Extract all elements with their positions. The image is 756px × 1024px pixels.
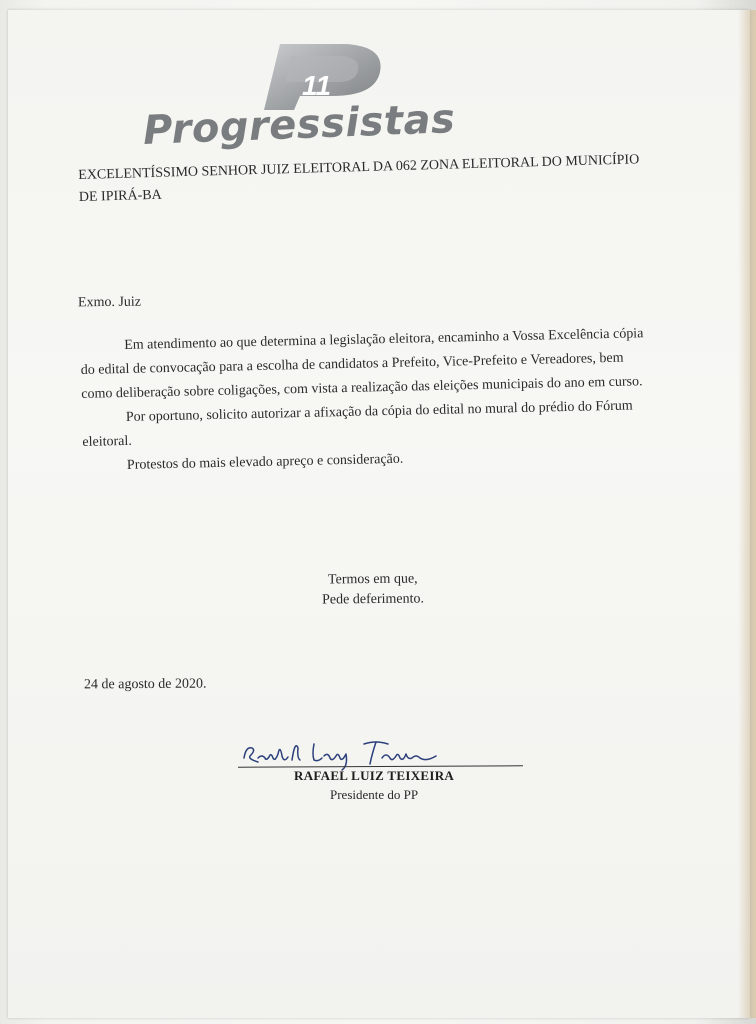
paragraph-3: Protestos do mais elevado apreço e consideração.: [126, 451, 404, 473]
paragraph-2-line-2: eleitoral.: [82, 433, 132, 450]
letter-body: [80, 320, 723, 478]
closing-line-1: Termos em que,: [327, 571, 418, 588]
closing-line-2: Pede deferimento.: [322, 591, 425, 608]
paragraph-2-line-1: Por oportuno, solicito autorizar a afixação da cópia do edital no mural do prédio do Fórum: [125, 398, 633, 425]
paragraph-1-line-1: Em atendimento ao que determina a legislação eleitora, encaminho a Vossa Excelência cópia: [124, 326, 644, 353]
closing: [322, 569, 424, 610]
signer-name: RAFAEL LUIZ TEIXEIRA: [294, 768, 455, 783]
party-logo: [140, 40, 510, 170]
greeting: Exmo. Juiz: [77, 294, 142, 311]
party-number: 11: [302, 70, 332, 101]
paragraph-1-line-2: do edital de convocação para a escolha de candidatos a Prefeito, Vice-Prefeito e Vereadores, bem: [80, 350, 624, 378]
addressee-line-2: DE IPIRÁ-BA: [78, 187, 162, 205]
signature-block: [238, 732, 528, 812]
party-name: Progressistas: [142, 96, 457, 154]
paragraph-1-line-3: como deliberação sobre coligações, com vista a realização das eleições municipais do ano em curso.: [81, 374, 643, 402]
document-date: 24 de agosto de 2020.: [83, 676, 207, 693]
addressee-line-1: EXCELENTÍSSIMO SENHOR JUIZ ELEITORAL DA 062 ZONA ELEITORAL DO MUNICÍPIO: [78, 152, 640, 183]
page-edge-shadow: [738, 10, 756, 1018]
signer-role: Presidente do PP: [330, 787, 419, 802]
